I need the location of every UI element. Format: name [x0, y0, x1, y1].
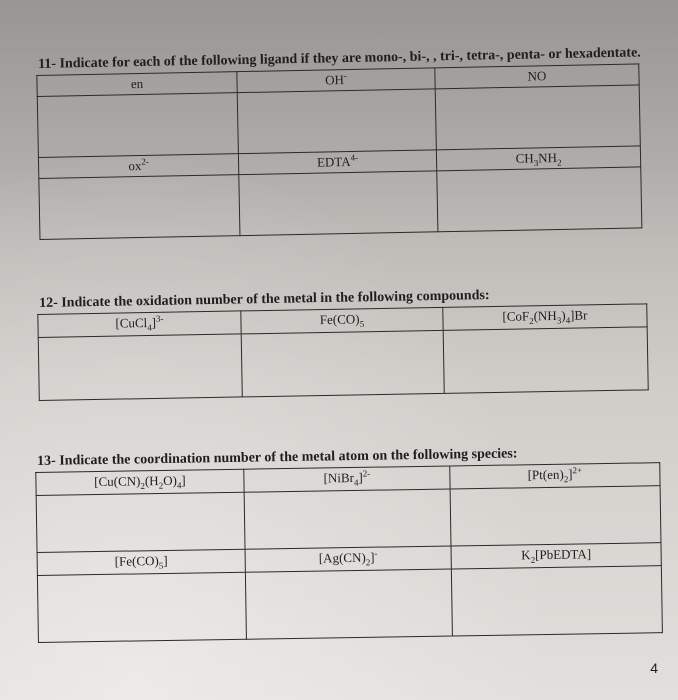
answer-cell[interactable]	[241, 330, 444, 397]
compound-cucl4: [CuCl$_4$]$^{3-}$	[115, 313, 164, 333]
answer-row	[38, 327, 648, 401]
compound-feco5: $Fe(CO)_5$	[319, 311, 365, 329]
ligand-oh: OH-	[324, 70, 347, 88]
ligand-no: NO	[527, 68, 547, 84]
species-nibr4: [NiBr$_4$]$^{2-}$	[323, 468, 371, 488]
answer-cell[interactable]	[451, 566, 662, 636]
ligand-edta: $EDTA^{4-}$	[316, 152, 359, 170]
species-pten2: $[Pt(en)_2]^{2+}$	[527, 465, 583, 485]
compound-cof2nh34br: $[CoF_2(NH_3)_4]Br$	[502, 307, 588, 327]
species-k2pbedta: $K_2[PbEDTA]$	[521, 546, 592, 565]
species-cell	[245, 546, 451, 572]
question-11	[36, 45, 644, 240]
question-13	[35, 444, 663, 643]
question-11-prompt: 11- Indicate for each of the following ligand if they are mono-, bi-, , tri-, tetra-, penta- or hexadentate.	[37, 45, 641, 72]
species-cell	[451, 543, 661, 569]
species-feco5: $[Fe(CO)_5]$	[114, 552, 168, 571]
answer-cell[interactable]	[437, 167, 642, 232]
answer-cell[interactable]	[435, 85, 640, 150]
question-12-table	[37, 303, 648, 401]
answer-cell[interactable]	[244, 489, 451, 549]
answer-row	[36, 486, 661, 553]
answer-cell[interactable]	[36, 492, 245, 552]
page-number: 4	[650, 660, 658, 676]
answer-cell[interactable]	[245, 569, 452, 639]
species-cell	[244, 466, 450, 492]
question-12	[37, 285, 649, 401]
question-13-table	[35, 462, 663, 643]
answer-row	[37, 85, 640, 158]
species-cell	[450, 463, 660, 489]
answer-row	[39, 167, 642, 240]
answer-cell[interactable]	[239, 171, 438, 236]
ligand-ch3nh2: $CH_3NH_2$	[515, 150, 562, 169]
answer-cell[interactable]	[237, 89, 436, 154]
question-12-prompt: 12- Indicate the oxidation number of the metal in the following compounds:	[38, 288, 490, 311]
answer-cell[interactable]	[38, 334, 242, 401]
answer-cell[interactable]	[39, 175, 240, 240]
ligand-ox: $ox^{2-}$	[128, 156, 149, 174]
answer-cell[interactable]	[37, 93, 238, 158]
species-agcn2: $[Ag(CN)_2]^-$	[318, 548, 378, 568]
answer-cell[interactable]	[450, 486, 661, 546]
ligand-en: en	[130, 75, 144, 92]
species-cell	[37, 549, 245, 575]
species-cucn2h2o4: $[Cu(CN)_2(H_2O)_4]$	[94, 472, 186, 491]
answer-row	[37, 566, 662, 643]
question-11-table	[36, 63, 642, 240]
question-13-prompt: 13- Indicate the coordination number of the metal atom on the following species:	[36, 446, 518, 469]
species-cell	[36, 469, 244, 495]
answer-cell[interactable]	[37, 572, 246, 642]
answer-cell[interactable]	[443, 327, 648, 394]
